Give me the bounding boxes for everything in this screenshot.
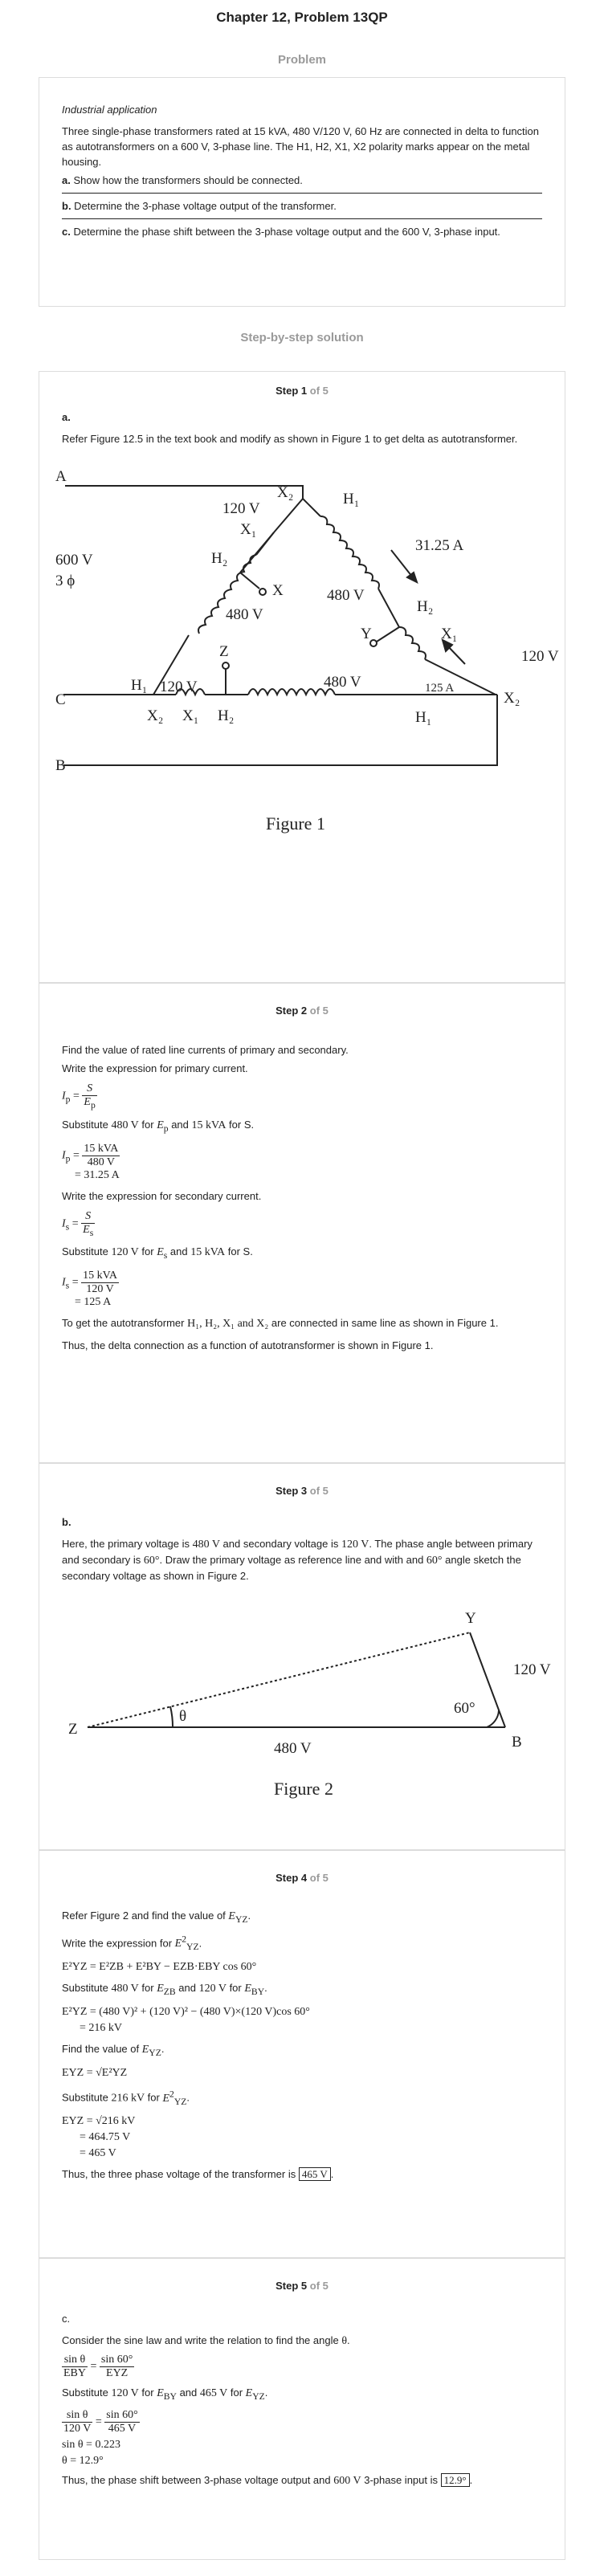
solution-heading: Step-by-step solution [240,331,364,344]
eq-cosine-substituted: E²YZ = (480 V)² + (120 V)² − (480 V)×(120 V)cos 60° [62,2006,310,2019]
step-5-card [39,2258,565,2560]
step-2-subst-2: Substitute 120 V for $E_s$ and 15 kVA for S. [62,1245,253,1262]
step-5-title [62,2280,542,2292]
step-5-thus: Thus, the phase shift between 3-phase voltage output and 600 V 3-phase input is 12.9° . [62,2473,473,2487]
fig1-label-H2-right: H₂ [417,598,434,615]
step-3-label: Step 3 [275,1485,308,1497]
fig1-label-X2-right: X₂ [504,690,520,707]
step-2-write-primary: Write the expression for primary current. [62,1062,248,1074]
eq-cosine-law: E²YZ = E²ZB + E²BY − EZB·EBY cos 60° [62,1961,257,1974]
fig1-label-C: C [55,691,66,708]
solution-page [0,10,604,2487]
step-4-refer: Refer Figure 2 and find the value of $E_{YZ}$. [62,1910,251,1925]
eq-sqrt-result-2: = 465 V [80,2147,116,2160]
step-1-text: Refer Figure 12.5 in the text book and modify as shown in Figure 1 to get delta as autotransformer. [62,433,518,445]
step-3-title [62,1485,542,1497]
part-c-text: Determine the phase shift between the 3-phase voltage output and the 600 V, 3-phase input. [70,226,500,238]
step-4-find: Find the value of $E_{YZ}$. [62,2043,165,2058]
fig1-label-120V-top: 120 V [222,500,260,517]
eq-sine-result-2: θ = 12.9° [62,2454,104,2467]
eq-secondary-current: $I_s$ = $\frac{S}{E_s}$ [62,1209,94,1238]
fig1-label-H2-left: H₂ [211,550,228,567]
step-2-write-secondary: Write the expression for secondary current. [62,1189,262,1202]
fig2-label-480V: 480 V [274,1740,312,1757]
step-3-of: of 5 [309,1485,329,1497]
step-1-title [62,385,542,397]
problem-part-b [62,194,542,219]
problem-part-c [62,219,542,244]
fig1-label-H2-bot: H₂ [218,707,235,724]
fig1-label-B: B [55,757,66,774]
figure-2-diagram [39,1584,566,1841]
fig1-label-480V-right: 480 V [327,587,365,604]
fig1-label-480V-bottom: 480 V [324,674,361,691]
fig1-label-Y: Y [361,626,372,642]
fig1-label-600V: 600 V [55,552,93,569]
step-2-card [39,983,565,1463]
eq-sine-result-1: sin θ = 0.223 [62,2438,120,2451]
step-5-part: c. [62,2313,71,2325]
figure-2-caption: Figure 2 [274,1779,333,1799]
step-2-thus: Thus, the delta connection as a function of autotransformer is shown in Figure 1. [62,1339,434,1352]
eq-primary-current: $I_p$ = $\frac{S}{E_p}$ [62,1082,96,1111]
problem-heading: Problem [277,53,326,67]
fig1-label-X1-top: X₁ [240,521,257,538]
fig1-label-125A: 125 A [425,682,455,695]
eq-sqrt-value: EYZ = √216 kV [62,2115,136,2128]
eq-secondary-value: $I_s$ = $\frac{\text{15 kVA}}{120 V}$ = 125 A [62,1270,542,1309]
fig1-label-A: A [55,468,67,485]
fig1-label-X: X [272,582,284,599]
step-4-write: Write the expression for $E^2_{YZ}$. [62,1934,202,1953]
problem-part-a [62,169,542,194]
step-2-label: Step 2 [275,1005,308,1017]
part-b-label: b. [62,200,71,212]
eq-primary-result: = 31.25 A [75,1168,120,1181]
step-4-subst-2: Substitute 216 kV for $E^2_{YZ}$. [62,2088,190,2107]
step-5-label: Step 5 [275,2280,308,2292]
step-3-card [39,1463,565,1850]
problem-statement: Three single-phase transformers rated at 15 kVA, 480 V/120 V, 60 Hz are connected in delta to function as autotransformers on a 600 V, 3-phase line. The H1, H2, X1, X2 polarity marks appear on the metal housing. [62,125,540,168]
fig2-label-60deg: 60° [454,1700,475,1717]
problem-card [39,77,565,307]
eq-sqrt: EYZ = √E²YZ [62,2066,128,2079]
eq-primary-value: $I_p$ = $\frac{\text{15 kVA}}{480 V}$ = 31.25 A [62,1143,542,1182]
eq-cosine-result: = 216 kV [80,2022,123,2035]
figure-1-caption: Figure 1 [266,813,325,834]
step-4-answer: 465 V [299,2167,331,2181]
step-3-text: Here, the primary voltage is 480 V and secondary voltage is 120 V. The phase angle between primary and secondary is 60°. Draw the primary voltage as reference line and with and 60° angle sketch the secondary voltage as shown in Figure 2. [62,1538,533,1582]
part-a-text: Show how the transformers should be connected. [70,174,303,186]
step-4-subst: Substitute 480 V for $E_{ZB}$ and 120 V for $E_{BY}$. [62,1982,267,1998]
step-2-of: of 5 [309,1005,329,1017]
fig1-label-X1-bot: X₁ [182,707,199,724]
step-4-label: Step 4 [275,1872,308,1884]
fig1-label-X1-right: X₁ [441,626,458,642]
fig1-label-X2-top: X₂ [277,484,294,501]
fig1-label-120V-bottom: 120 V [160,679,198,695]
fig1-label-H1-bot: H₁ [415,709,432,726]
step-5-answer: 12.9° [441,2473,470,2487]
fig2-label-theta: θ [179,1708,187,1725]
fig2-label-Z: Z [68,1721,78,1738]
step-2-title [62,1005,542,1017]
fig1-label-X2-bot: X₂ [147,707,164,724]
step-4-card [39,1850,565,2258]
part-c-label: c. [62,226,71,238]
step-2-intro: Find the value of rated line currents of primary and secondary. [62,1044,349,1056]
step-1-part: a. [62,411,71,423]
fig1-label-480V-left: 480 V [226,606,263,623]
step-5-of: of 5 [309,2280,329,2292]
step-5-subst: Substitute 120 V for $E_{BY}$ and 465 V for $E_{YZ}$. [62,2386,268,2402]
step-4-title [62,1872,542,1884]
eq-sine-substituted: $\frac{\text{sin θ}}{120 V}$ = $\frac{\sin 60^\circ}{465 V}$ [63,2408,138,2435]
step-4-of: of 5 [309,1872,329,1884]
part-b-text: Determine the 3-phase voltage output of the transformer. [71,200,337,212]
step-4-thus: Thus, the three phase voltage of the transformer is 465 V . [62,2168,334,2181]
figure-1-diagram [39,460,566,854]
page-title: Chapter 12, Problem 13QP [216,10,388,25]
eq-sine-law: $\frac{\text{sin θ}}{\text{EBY}}$ = $\frac{\sin 60^\circ}{\text{EYZ}}$ [63,2354,133,2379]
step-1-card [39,371,565,983]
fig1-label-H1-left: H₁ [131,677,148,694]
step-3-part: b. [62,1516,71,1528]
problem-category: Industrial application [62,104,157,116]
eq-secondary-result: = 125 A [75,1296,112,1309]
step-5-consider: Consider the sine law and write the relation to find the angle θ. [62,2334,350,2347]
step-1-of: of 5 [309,385,329,397]
fig1-label-120V-right: 120 V [521,648,559,665]
fig2-label-120V: 120 V [513,1661,551,1678]
step-2-auto-text: To get the autotransformer H₁, H₂, X₁ and X₂ are connected in same line as shown in Figure 1. [62,1317,499,1331]
fig2-label-B: B [512,1734,522,1751]
fig1-label-31A: 31.25 A [415,537,464,554]
eq-sqrt-result-1: = 464.75 V [80,2131,131,2144]
step-1-label: Step 1 [275,385,308,397]
step-2-subst-1: Substitute 480 V for $E_p$ and 15 kVA for S. [62,1118,255,1134]
fig1-label-3phase: 3 ϕ [55,573,76,589]
part-a-label: a. [62,174,71,186]
fig2-label-Y: Y [465,1610,476,1627]
fig1-label-Z: Z [219,643,229,660]
fig1-label-H1-top: H₁ [343,491,360,507]
